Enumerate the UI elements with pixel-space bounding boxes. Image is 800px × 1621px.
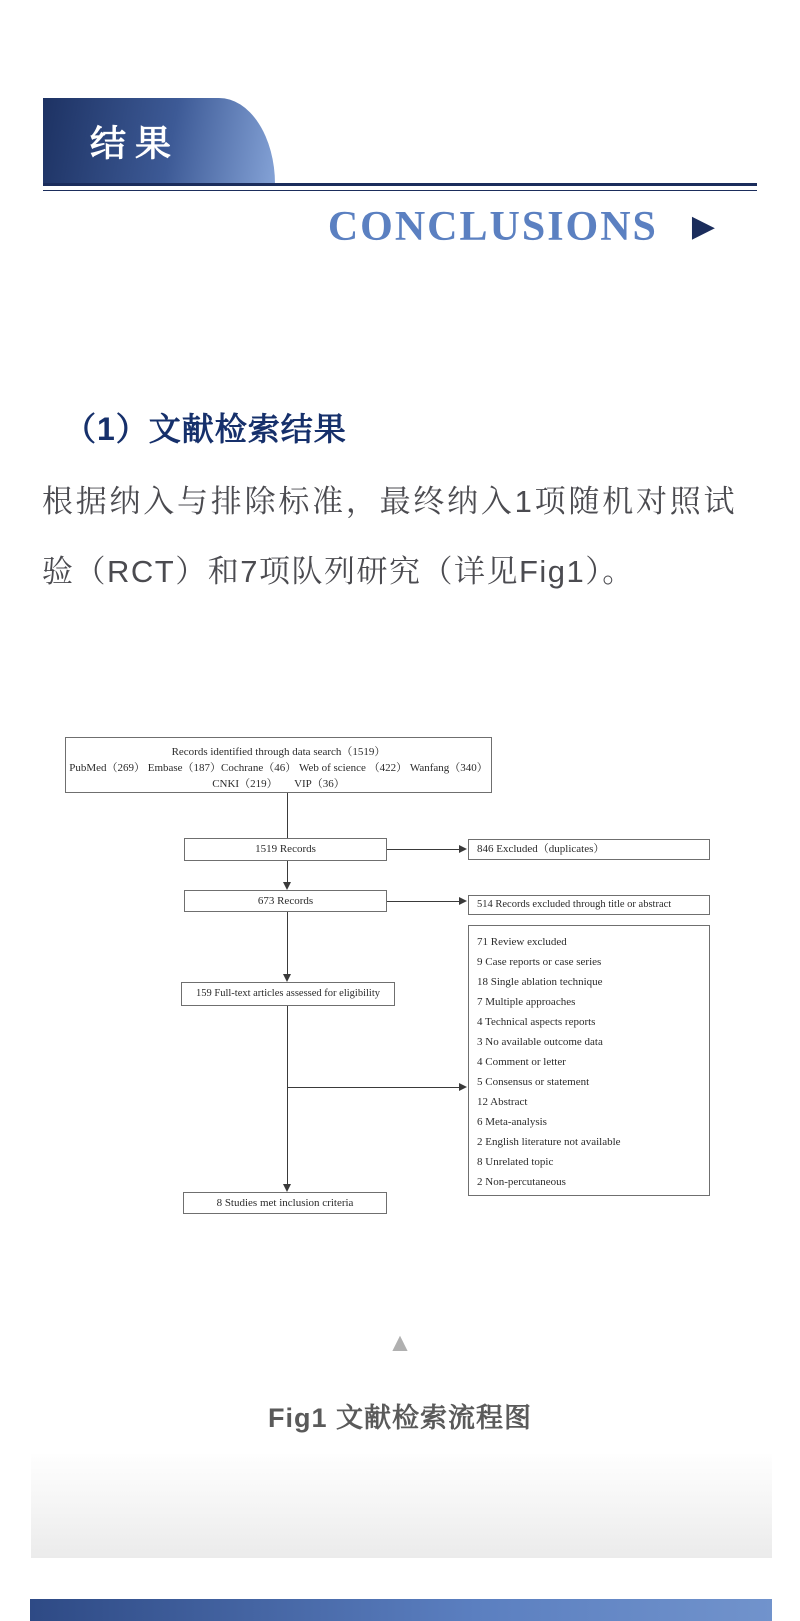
footer-gradient-panel [31,1454,772,1558]
flow-connector [287,861,288,882]
flow-box-exclusion-reasons [468,925,710,1196]
article-paragraph: 根据纳入与排除标准，最终纳入1项随机对照试验（RCT）和7项队列研究（详见Fig1）。 [42,484,736,589]
collapse-triangle-icon: ▲ [387,1327,413,1357]
exclusion-reason-item: 12 Abstract [477,1096,528,1108]
exclusion-reason-item: 3 No available outcome data [477,1036,603,1048]
flow-box-846-excluded: 846 Excluded（duplicates） [468,839,710,860]
exclusion-reason-item: 18 Single ablation technique [477,976,603,988]
exclusion-reason-item: 8 Unrelated topic [477,1156,554,1168]
flow-connector [287,1006,288,1184]
flow-box-514-excluded: 514 Records excluded through title or abstract [468,895,710,915]
exclusion-reason-item: 7 Multiple approaches [477,996,576,1008]
flow-connector [287,793,288,838]
conclusions-label: CONCLUSIONS [327,204,658,250]
exclusion-reason-item: 9 Case reports or case series [477,956,602,968]
flow-connector [287,912,288,974]
article-heading: （1）文献检索结果 [64,411,347,447]
play-triangle-icon: ▶ [691,210,715,243]
flow-box-8-included: 8 Studies met inclusion criteria [183,1192,387,1214]
flow-connector [387,849,459,850]
arrowhead-right-icon [459,897,467,905]
flow-box-1519-records: 1519 Records [184,838,387,861]
exclusion-reason-item: 4 Technical aspects reports [477,1016,596,1028]
identification-line-1: Records identified through data search（1519） [171,746,386,758]
section-banner-title: 结果 [90,122,181,164]
banner-underline-thin [43,190,757,191]
identification-line-2: PubMed（269） Embase（187）Cochrane（46） Web of science （422） Wanfang（340） [69,762,488,774]
arrowhead-right-icon [459,1083,467,1091]
exclusion-reason-item: 2 English literature not available [477,1136,621,1148]
flow-connector [387,901,459,902]
exclusion-reason-item: 2 Non-percutaneous [477,1176,566,1188]
literature-search-flowchart [63,735,713,1217]
figure-caption: Fig1 文献检索流程图 [267,1403,532,1433]
banner-underline-thick [43,183,757,186]
flow-box-identification [65,737,492,793]
flow-box-673-records: 673 Records [184,890,387,912]
arrowhead-right-icon [459,845,467,853]
exclusion-reason-item: 6 Meta-analysis [477,1116,547,1128]
flow-connector [288,1087,459,1088]
arrowhead-down-icon [283,882,291,890]
arrowhead-down-icon [283,1184,291,1192]
section-banner [43,98,275,184]
identification-line-3: CNKI（219） VIP（36） [212,778,345,790]
arrowhead-down-icon [283,974,291,982]
conclusions-heading [328,206,715,248]
exclusion-reason-item: 5 Consensus or statement [477,1076,590,1088]
exclusion-reason-item: 4 Comment or letter [477,1056,566,1068]
next-section-banner [30,1599,772,1621]
exclusion-reason-item: 71 Review excluded [477,936,567,948]
flow-box-159-fulltext: 159 Full-text articles assessed for eligibility [181,982,395,1006]
